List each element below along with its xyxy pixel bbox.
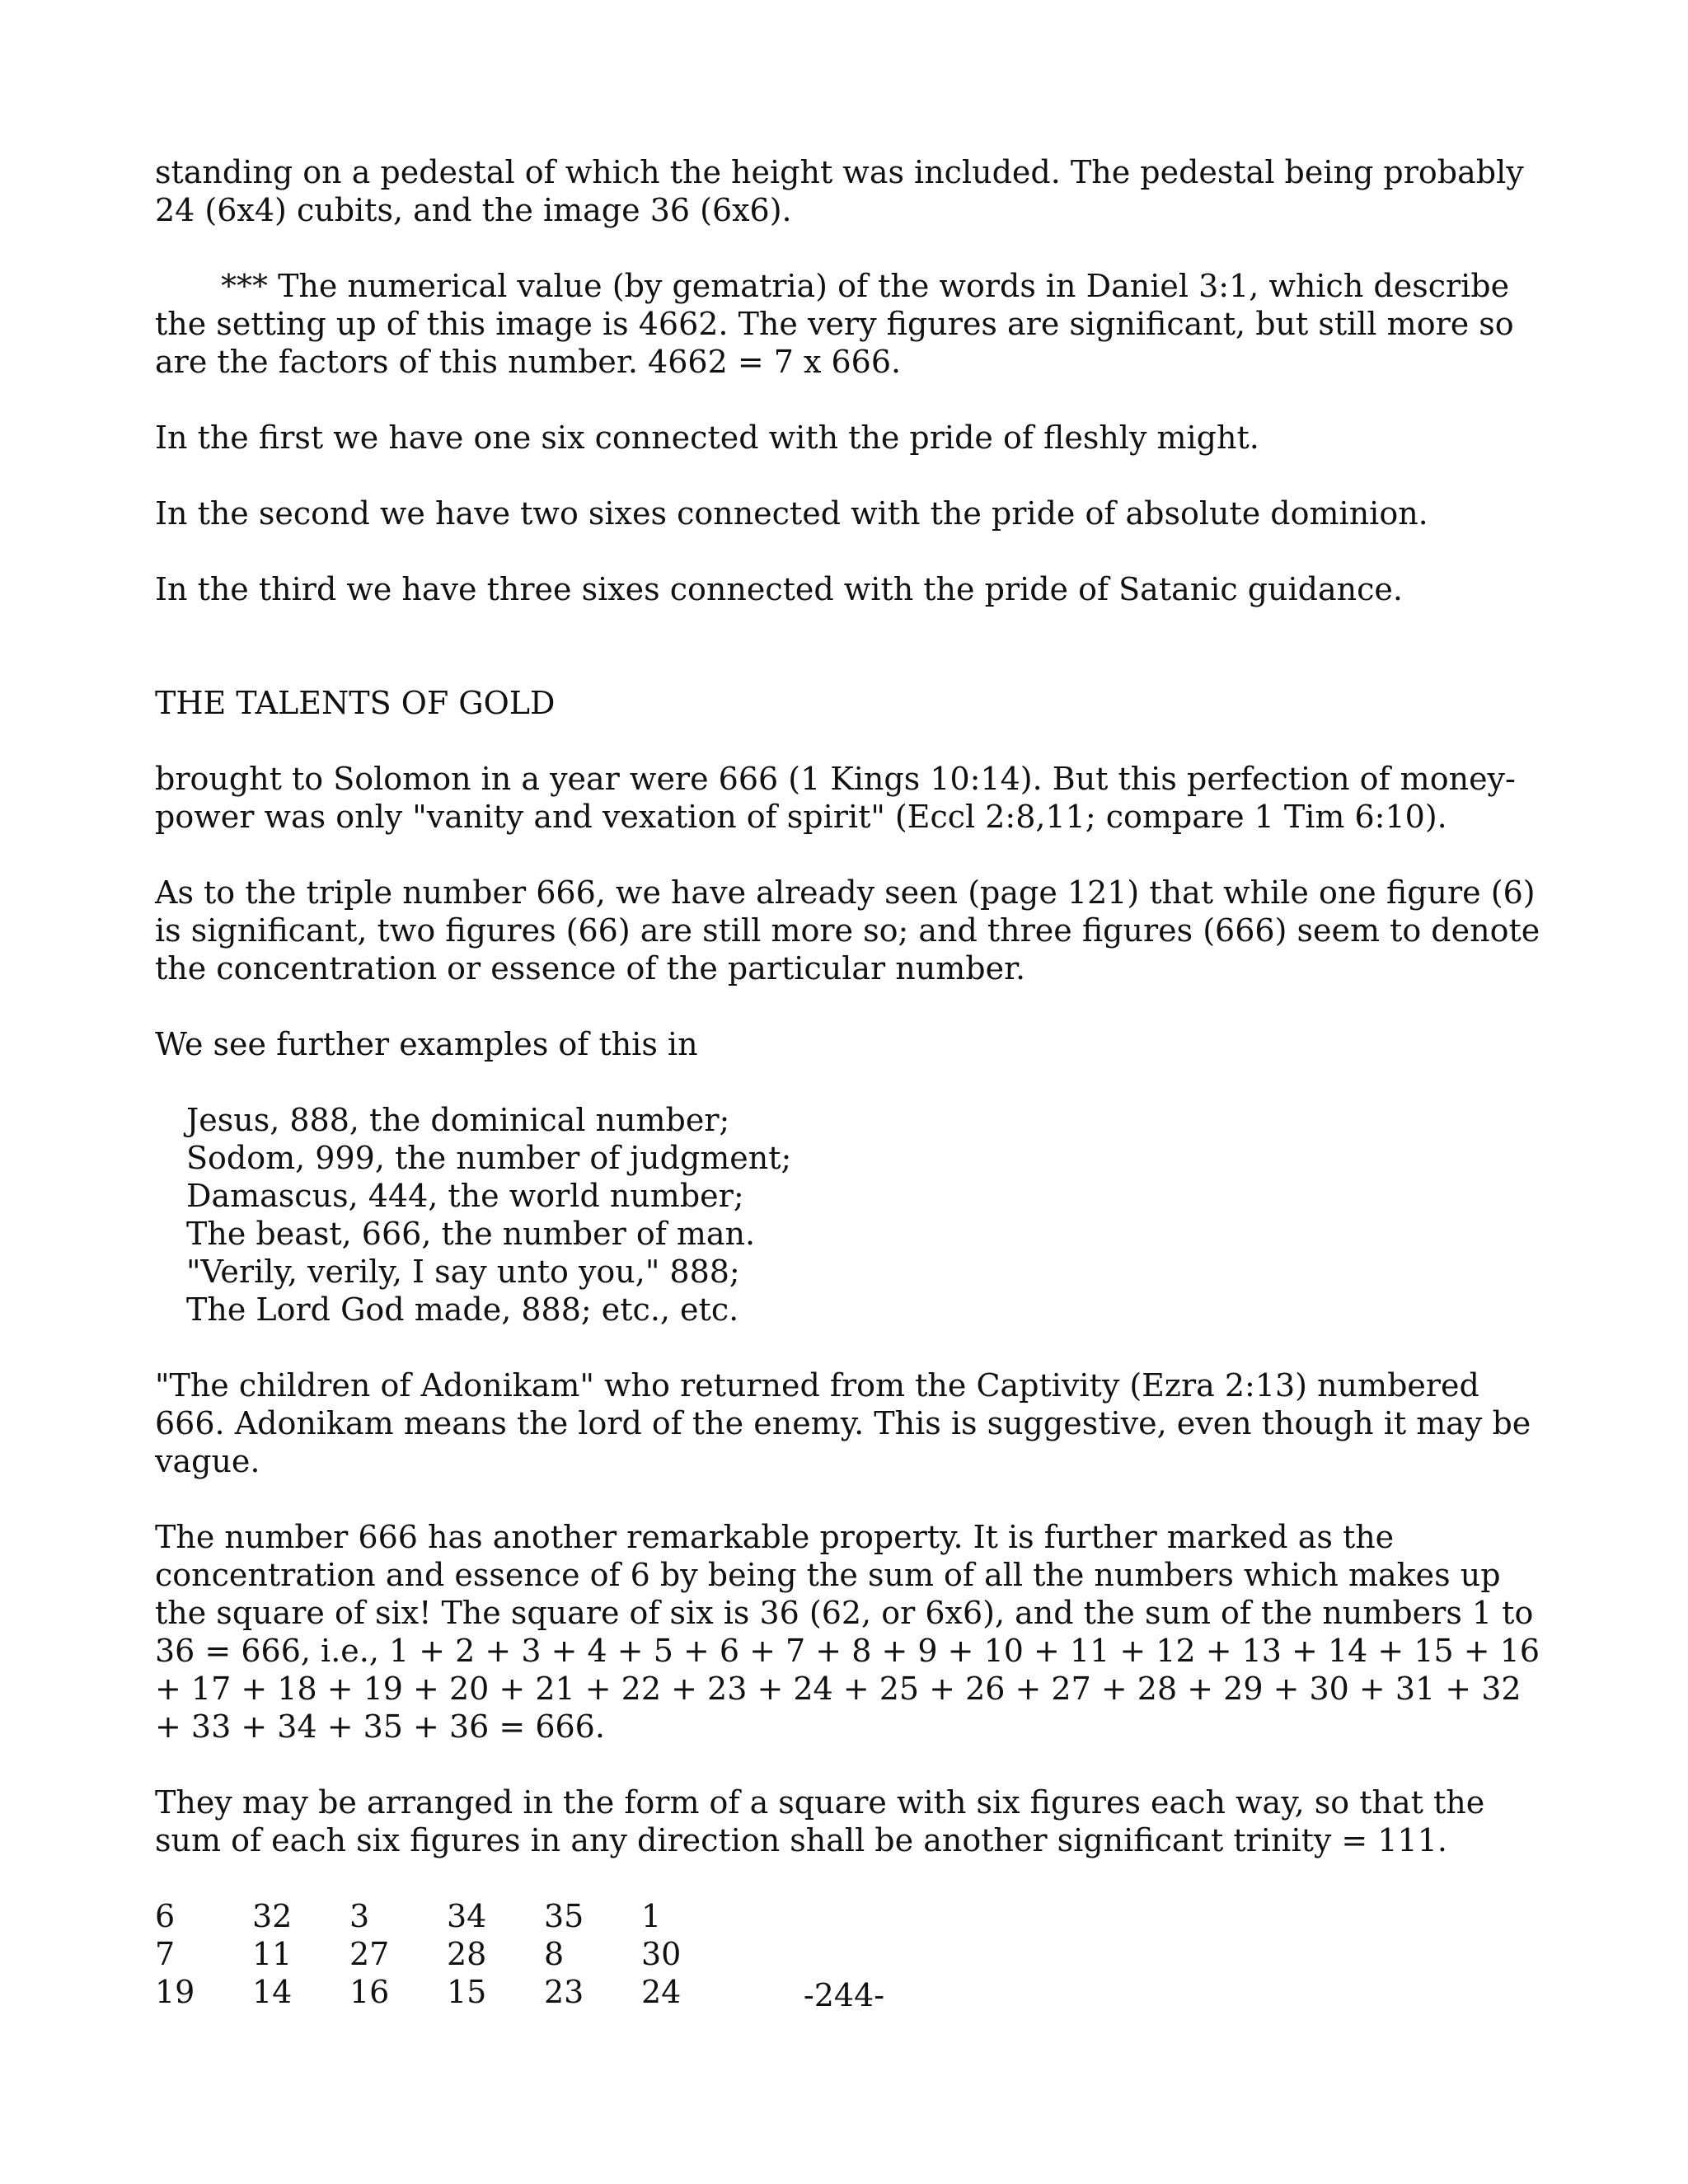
table-cell: 24 — [641, 1974, 682, 2010]
table-cell: 6 — [155, 1898, 176, 1934]
section-heading-talents-of-gold: THE TALENTS OF GOLD — [155, 685, 556, 721]
paragraph-adonikam: "The children of Adonikam" who returned from the Captivity (Ezra 2:13) numbered 666. Adonikam means the lord of the enemy. This is suggestive, even though it may be vague. — [155, 1367, 1531, 1479]
example-item: Damascus, 444, the world number; — [186, 1178, 744, 1214]
table-cell: 35 — [544, 1898, 584, 1934]
paragraph-examples-intro: We see further examples of this in — [155, 1026, 698, 1062]
example-item: The Lord God made, 888; etc., etc. — [186, 1291, 739, 1328]
table-cell: 32 — [252, 1898, 293, 1934]
page-number: -244- — [803, 1977, 885, 2013]
table-cell: 16 — [349, 1974, 390, 2010]
table-cell: 1 — [641, 1898, 662, 1934]
table-cell: 23 — [544, 1974, 584, 2010]
paragraph-triple-number: As to the triple number 666, we have already seen (page 121) that while one figure (6) is significant, two figures (66) are still more so; and three figures (666) seem to denote the concentration or essence of the particular number. — [155, 874, 1540, 987]
examples-list — [186, 1101, 1556, 1329]
paragraph-magic-square-intro: They may be arranged in the form of a square with six figures each way, so that the sum of each six figures in any direction shall be another significant trinity = 111. — [155, 1784, 1485, 1858]
example-item: Jesus, 888, the dominical number; — [186, 1102, 730, 1138]
table-row — [155, 1897, 738, 1935]
paragraph-first-six: In the first we have one six connected with the pride of fleshly might. — [155, 419, 1259, 456]
document-page — [155, 153, 1556, 2011]
table-cell: 7 — [155, 1936, 176, 1972]
table-cell: 34 — [447, 1898, 487, 1934]
paragraph-gematria-note: *** The numerical value (by gematria) of the words in Daniel 3:1, which describe the setting up of this image is 4662. The very figures are significant, but still more so are the factors of this number. 4662 = 7 x 666. — [155, 268, 1514, 380]
table-cell: 19 — [155, 1974, 195, 2010]
table-cell: 14 — [252, 1974, 293, 2010]
table-cell: 28 — [447, 1936, 487, 1972]
paragraph-third-six: In the third we have three sixes connected with the pride of Satanic guidance. — [155, 571, 1403, 607]
table-cell: 30 — [641, 1936, 682, 1972]
example-item: The beast, 666, the number of man. — [186, 1216, 756, 1252]
paragraph-second-six: In the second we have two sixes connected with the pride of absolute dominion. — [155, 495, 1428, 532]
example-item: "Verily, verily, I say unto you," 888; — [186, 1254, 740, 1290]
paragraph-pedestal: standing on a pedestal of which the height was included. The pedestal being probably 24 (6x4) cubits, and the image 36 (6x6). — [155, 154, 1524, 228]
example-item: Sodom, 999, the number of judgment; — [186, 1140, 792, 1176]
paragraph-square-of-six: The number 666 has another remarkable property. It is further marked as the concentration and essence of 6 by being the sum of all the numbers which makes up the square of six! The square of six is 36 (62, or 6x6), and the sum of the numbers 1 to 36 = 666, i.e., 1 + 2 + 3 + 4 + 5 + 6 + 7 + 8 + 9 + 10 + 11 + 12 + 13 + 14 + 15 + 16 + 17 + 18 + 19 + 20 + 21 + 22 + 23 + 24 + 25 + 26 + 27 + 28 + 29 + 30 + 31 + 32 + 33 + 34 + 35 + 36 = 666. — [155, 1519, 1540, 1745]
table-row — [155, 1935, 738, 1973]
table-cell: 27 — [349, 1936, 390, 1972]
table-cell: 11 — [252, 1936, 293, 1972]
table-cell: 3 — [349, 1898, 370, 1934]
table-cell: 8 — [544, 1936, 565, 1972]
table-cell: 15 — [447, 1974, 487, 2010]
paragraph-solomon-gold: brought to Solomon in a year were 666 (1 Kings 10:14). But this perfection of money-power was only "vanity and vexation of spirit" (Eccl 2:8,11; compare 1 Tim 6:10). — [155, 761, 1516, 835]
